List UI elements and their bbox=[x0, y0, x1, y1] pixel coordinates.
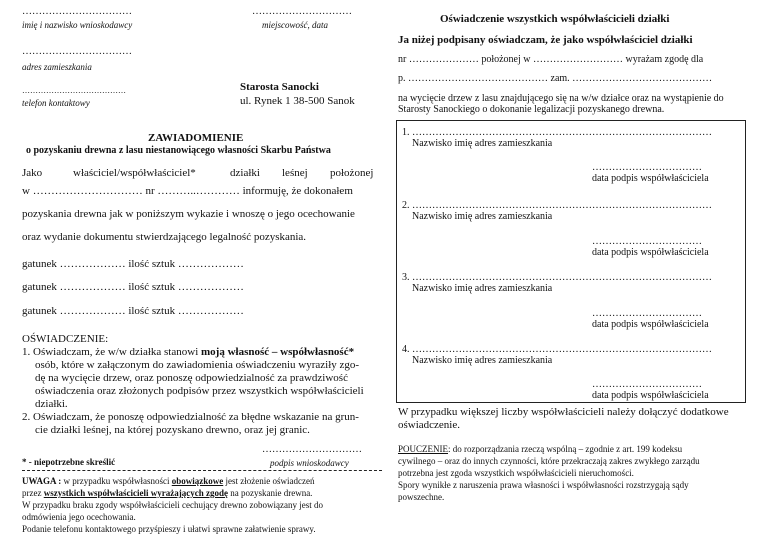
paragraph-line-3: pozyskania drewna jak w poniższym wykazie i wnoszę o jego ocechowanie bbox=[22, 208, 355, 220]
paragraph-word-located: położonej bbox=[330, 167, 374, 179]
extra-owners-line-1: W przypadku większej liczby współwłaścicieli należy dołączyć dodatkowe bbox=[398, 406, 729, 418]
pouczenie-line-4: Spory wynikłe z naruszenia prawa własności i współwłasności rozstrzygają sądy bbox=[398, 480, 689, 490]
note-line-5: Podanie telefonu kontaktowego przyśpieszy i ułatwi sprawne załatwienie sprawy. bbox=[22, 524, 316, 534]
pouczenie-line-3: potrzebna jest zgoda wszystkich współwłaścicieli nieruchomości. bbox=[398, 468, 634, 478]
owner-1-caption: Nazwisko imię adres zamieszkania bbox=[412, 138, 553, 149]
place-date-dots: ………………………… bbox=[252, 6, 352, 17]
applicant-name-dots: …………………………… bbox=[22, 6, 132, 17]
owner-3-line: 3. ……………………………………………………………………………… bbox=[402, 272, 712, 283]
pouczenie-line-5: powszechne. bbox=[398, 492, 445, 502]
owner-2-caption: Nazwisko imię adres zamieszkania bbox=[412, 211, 553, 222]
note-label: UWAGA : bbox=[22, 476, 62, 486]
owner-4-sign-caption: data podpis współwłaściciela bbox=[592, 390, 709, 401]
note-all-owners: wszystkich współwłaścicieli wyrażających zgodę bbox=[43, 488, 228, 498]
owner-4-sign-dots: …………………………… bbox=[592, 379, 702, 390]
declaration-2-line-1: 2. Oświadczam, że ponoszę odpowiedzialność za błędne wskazanie na grun- bbox=[22, 411, 359, 423]
owner-1-sign-caption: data podpis współwłaściciela bbox=[592, 173, 709, 184]
species-row-2: gatunek ……………… ilość sztuk ……………… bbox=[22, 281, 244, 293]
owner-4-caption: Nazwisko imię adres zamieszkania bbox=[412, 355, 553, 366]
note-line-3: W przypadku braku zgody współwłaścicieli cechujący drewno zobowiązany jest do bbox=[22, 500, 323, 510]
applicant-signature-dots: ………………………… bbox=[262, 444, 362, 455]
footnote: * - niepotrzebne skreślić bbox=[22, 457, 116, 467]
note-line-1: UWAGA : w przypadku współwłasności obowiązkowe jest złożenie oświadczeń bbox=[22, 476, 315, 486]
declaration-1-line-3: dę na wycięcie drzew, oraz ponoszę odpowiedzialność za prawdziwość bbox=[35, 372, 348, 384]
notice-subtitle: o pozyskaniu drewna z lasu niestanowiącego własności Skarbu Państwa bbox=[26, 145, 331, 156]
owner-3-sign-dots: …………………………… bbox=[592, 308, 702, 319]
species-row-1: gatunek ……………… ilość sztuk ……………… bbox=[22, 258, 244, 270]
statement-title: Oświadczenie wszystkich współwłaścicieli działki bbox=[440, 13, 670, 25]
owner-2-sign-dots: …………………………… bbox=[592, 236, 702, 247]
place-date-caption: miejscowość, data bbox=[262, 20, 328, 30]
applicant-name-caption: imię i nazwisko wnioskodawcy bbox=[22, 20, 133, 30]
statement-line-2: p. …………………………………… zam. …………………………………… bbox=[398, 73, 713, 84]
owner-4-line: 4. ……………………………………………………………………………… bbox=[402, 344, 712, 355]
address-dots: …………………………… bbox=[22, 46, 132, 57]
applicant-signature-caption: podpis wnioskodawcy bbox=[270, 458, 349, 468]
declaration-1-line-1: 1. Oświadczam, że w/w działka stanowi moją własność – współwłasność* bbox=[22, 346, 355, 358]
phone-caption: telefon kontaktowy bbox=[22, 98, 90, 108]
paragraph-word-owner: właściciel/współwłaściciel* bbox=[73, 167, 196, 179]
declaration-2-line-2: cie działki leśnej, na której pozyskano drewno, oraz jej granic. bbox=[35, 424, 310, 436]
extra-owners-line-2: oświadczenie. bbox=[398, 419, 460, 431]
owner-3-sign-caption: data podpis współwłaściciela bbox=[592, 319, 709, 330]
address-caption: adres zamieszkania bbox=[22, 62, 92, 72]
addressee-name: Starosta Sanocki bbox=[240, 81, 319, 93]
declaration-1-line-5: działki. bbox=[35, 398, 68, 410]
declaration-title: OŚWIADCZENIE: bbox=[22, 333, 109, 345]
owner-1-sign-dots: …………………………… bbox=[592, 162, 702, 173]
declaration-1-line-4: oświadczenia oraz złożonych podpisów przez wszystkich współwłaścicieli bbox=[35, 385, 364, 397]
statement-line-1: nr ………………… położonej w ……………………… wyrażam zgodę dla bbox=[398, 54, 704, 65]
pouczenie-line-2: cywilnego – oraz do innych czynności, które przekraczają zakres zwykłego zarządu bbox=[398, 456, 700, 466]
pouczenie-label: POUCZENIE bbox=[398, 444, 448, 454]
declaration-1-bold: moją własność – współwłasność* bbox=[201, 346, 355, 358]
note-obligatory: obowiązkowe bbox=[171, 476, 224, 486]
phone-dots: ………………………………… bbox=[22, 86, 126, 95]
owner-2-sign-caption: data podpis współwłaściciela bbox=[592, 247, 709, 258]
paragraph-word-plot: działki bbox=[230, 167, 260, 179]
species-row-3: gatunek ……………… ilość sztuk ……………… bbox=[22, 305, 244, 317]
statement-line-3: na wycięcie drzew z lasu znajdującego się na w/w działce oraz na wystąpienie do bbox=[398, 93, 724, 104]
owner-1-line: 1. ……………………………………………………………………………… bbox=[402, 127, 712, 138]
paragraph-line-2: w ………………………… nr ………..………… informuję, że dokonałem bbox=[22, 185, 353, 197]
owner-3-caption: Nazwisko imię adres zamieszkania bbox=[412, 283, 553, 294]
dashed-separator bbox=[22, 470, 382, 471]
declaration-1-line-2: osób, które w załączonym do zawiadomienia oświadczeniu wyraziły zgo- bbox=[35, 359, 360, 371]
notice-title: ZAWIADOMIENIE bbox=[148, 132, 244, 144]
pouczenie-line-1: POUCZENIE: do rozporządzania rzeczą wspólną – zgodnie z art. 199 kodeksu bbox=[398, 444, 683, 454]
paragraph-line-4: oraz wydanie dokumentu stwierdzającego legalność pozyskania. bbox=[22, 231, 307, 243]
paragraph-word-forest: leśnej bbox=[282, 167, 308, 179]
paragraph-word-jako: Jako bbox=[22, 167, 43, 179]
note-line-2: przez wszystkich współwłaścicieli wyrażających zgodę na pozyskanie drewna. bbox=[22, 488, 313, 498]
addressee-address: ul. Rynek 1 38-500 Sanok bbox=[240, 95, 355, 107]
owner-2-line: 2. ……………………………………………………………………………… bbox=[402, 200, 712, 211]
note-line-4: odmówienia jego ocechowania. bbox=[22, 512, 136, 522]
statement-line-4: Starosty Sanockiego o dokonanie legalizacji pozyskanego drewna. bbox=[398, 104, 665, 115]
statement-subtitle: Ja niżej podpisany oświadczam, że jako współwłaściciel działki bbox=[398, 34, 693, 46]
